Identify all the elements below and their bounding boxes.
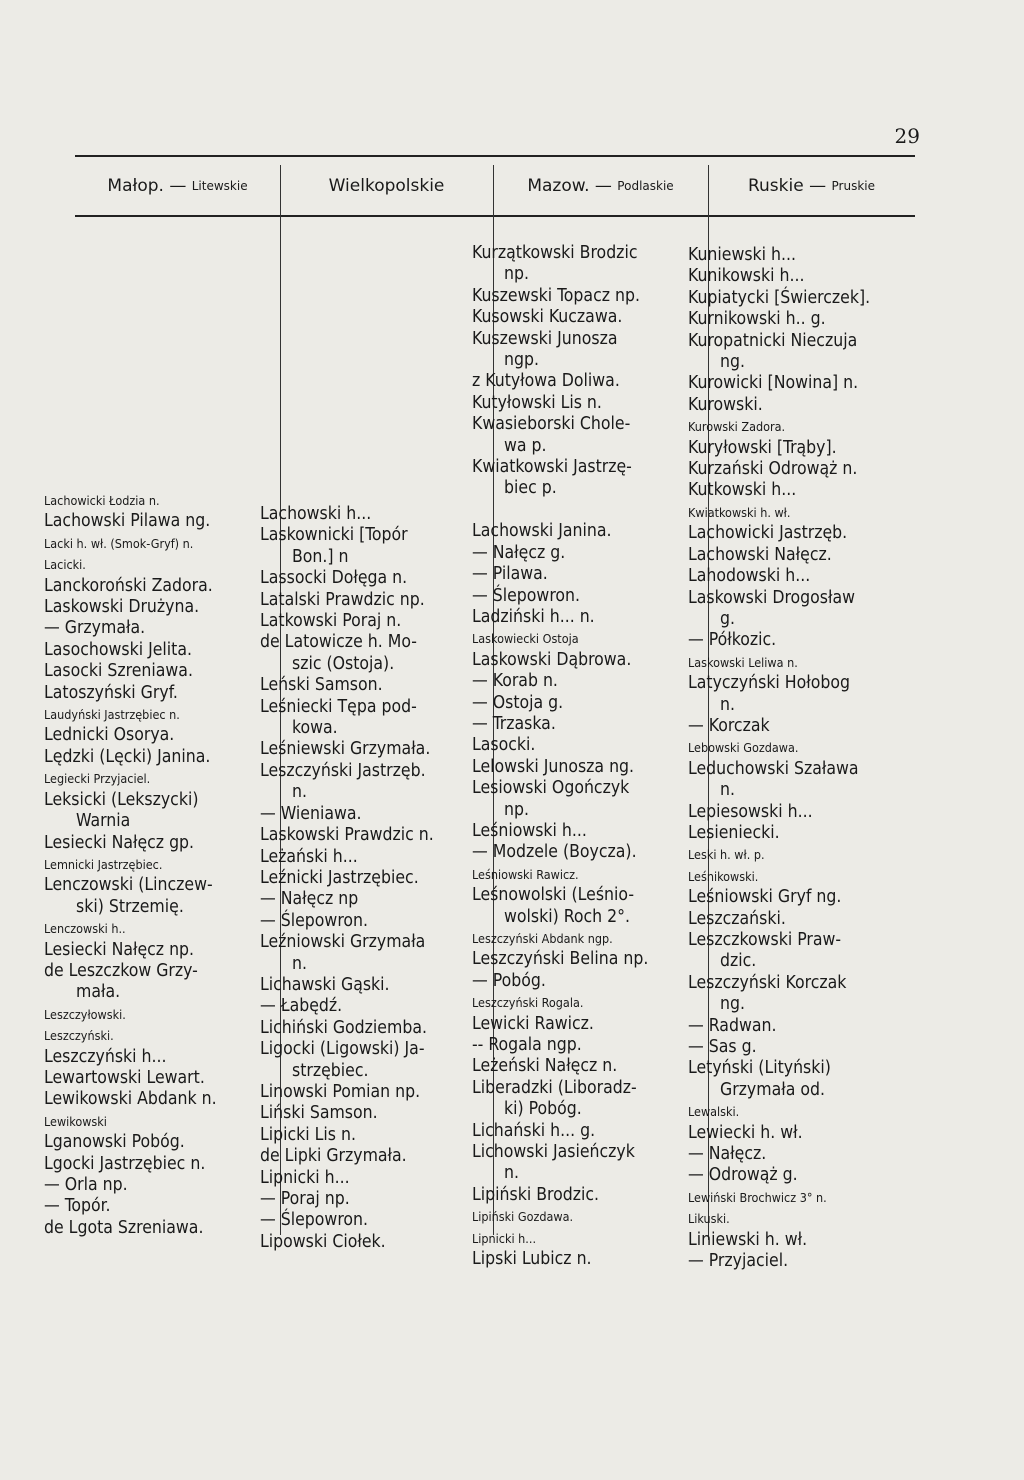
header-main: Mazow. [527, 176, 590, 196]
entry: Lasocki. [472, 735, 536, 756]
entry: Leżański h... [260, 846, 358, 867]
page-number: 29 [894, 124, 920, 148]
header-cell-1 [75, 157, 280, 215]
entry: Lachowski h... [260, 504, 372, 524]
entry: Kuszewski Junosza [472, 328, 618, 349]
entry: — Nałęcz. [688, 1144, 767, 1165]
entry: Lganowski Pobóg. [44, 1132, 185, 1153]
entry: Leszczyński Rogala. [472, 995, 584, 1011]
entry: Lepiesowski h... [688, 801, 813, 822]
entry: Laskowski Drużyna. [44, 597, 200, 618]
entry: Kwiatkowski h. wł. [688, 504, 791, 520]
entry: — Ostoja g. [472, 692, 564, 713]
entry: — Łabędź. [260, 996, 343, 1017]
entry: Lenczowski h.. [44, 921, 126, 937]
entry: Kurowski Zadora. [688, 419, 786, 435]
entry: Kuniewski h... [688, 245, 797, 265]
entry: Kurzański Odrowąż n. [688, 459, 858, 480]
entry: n. [720, 780, 735, 801]
entry: Lichawski Gąski. [260, 974, 390, 995]
header-sub: Pruskie [831, 179, 875, 193]
entry: kowa. [292, 718, 338, 739]
entry: Latyczyński Hołobog [688, 673, 851, 694]
entry: Kuropatnicki Nieczuja [688, 330, 858, 351]
header-cell-4 [708, 157, 915, 215]
entry: Likuski. [688, 1211, 730, 1227]
entry: Kutkowski h... [688, 480, 797, 501]
entry: Leszczański. [688, 908, 786, 929]
entry: Lewalski. [688, 1104, 740, 1120]
entry: Lesieniecki. [688, 822, 780, 843]
entry: Lipiński Brodzic. [472, 1184, 599, 1205]
entry: Lachowski Pilawa ng. [44, 511, 211, 532]
entry: wa p. [504, 435, 547, 456]
entry: n. [504, 1163, 519, 1184]
entry: z Kutyłowa Doliwa. [472, 371, 620, 392]
entry: Leśnikowski. [688, 868, 759, 884]
column-mazowieckie-podlaskie [472, 243, 704, 1271]
entry: — Poraj np. [260, 1189, 350, 1209]
entry: Leśniowski Rawicz. [472, 866, 579, 882]
entry: Lipicki Lis n. [260, 1124, 356, 1145]
entry: Kurowicki [Nowina] n. [688, 373, 859, 394]
entry: Lacicki. [44, 557, 86, 573]
entry: de Latowicze h. Mo- [260, 632, 417, 653]
entry: Lewiecki h. wł. [688, 1122, 803, 1143]
entry: Laskowiecki Ostoja [472, 631, 579, 647]
entry: Leśniecki Tępa pod- [260, 696, 417, 717]
header-sub: Litewskie [191, 179, 248, 193]
header-main: Wielkopolskie [328, 176, 445, 196]
entry: — Pilawa. [472, 564, 548, 585]
entry: — Topór. [44, 1196, 111, 1217]
entry: Lemnicki Jastrzębiec. [44, 856, 163, 872]
entry: Legiecki Przyjaciel. [44, 771, 151, 787]
header-separator: — [803, 176, 832, 196]
entry: n. [720, 694, 735, 715]
entry: Lasochowski Jelita. [44, 639, 192, 660]
entry: — Odrowąż g. [688, 1165, 798, 1186]
entry: Kunikowski h... [688, 266, 805, 287]
entry: Leszczyłowski. [44, 1006, 126, 1022]
entry: Lebowski Gozdawa. [688, 740, 799, 756]
entry: n. [292, 782, 307, 803]
header-sub: Podlaskie [617, 179, 674, 193]
column-ruskie-pruskie [688, 245, 920, 1273]
entry: — Sas g. [688, 1037, 757, 1058]
entry: Lednicki Osorya. [44, 725, 175, 746]
entry: Lahodowski h... [688, 566, 811, 587]
entry: Linowski Pomian np. [260, 1081, 421, 1102]
entry: ngp. [504, 350, 539, 371]
entry: Warnia [76, 811, 131, 832]
column-wielkopolskie [260, 504, 490, 1253]
entry: Lewartowski Lewart. [44, 1067, 205, 1088]
entry: ski) Strzemię. [76, 896, 184, 917]
entry: Lachowicki Jastrzęb. [688, 523, 848, 544]
entry: — Pobóg. [472, 970, 546, 991]
entry: Kurowski. [688, 394, 763, 415]
column-malopolskie-litewskie [44, 490, 276, 1239]
entry: Leźniowski Grzymała [260, 932, 426, 953]
entry: Ladziński h... n. [472, 606, 595, 627]
entry: ng. [720, 994, 745, 1015]
entry: Lenczowski (Linczew- [44, 875, 213, 896]
entry: -- Rogala ngp. [472, 1035, 582, 1056]
entry: Leszczyński Jastrzęb. [260, 760, 426, 781]
entry: Kusowski Kuczawa. [472, 307, 623, 328]
entry: Leszczyński Korczak [688, 972, 847, 993]
entry: — Półkozic. [688, 630, 777, 651]
entry: Kuszewski Topacz np. [472, 285, 640, 306]
entry: Lewiński Brochwicz 3° n. [688, 1189, 827, 1205]
entry: Leszczyński Abdank ngp. [472, 931, 613, 946]
entry: Lichowski Jasieńczyk [472, 1142, 635, 1163]
entry: Letyński (Lityński) [688, 1058, 831, 1079]
entry: Lacki h. wł. (Smok-Gryf) n. [44, 535, 194, 551]
entry: Kwiatkowski Jastrzę- [472, 457, 632, 478]
entry: Bon.] n [292, 546, 349, 567]
entry: Leśniewski Grzymała. [260, 739, 431, 760]
entry: Leźnicki Jastrzębiec. [260, 867, 419, 888]
entry: Lassocki Dołęga n. [260, 568, 408, 589]
entry: Grzymała od. [720, 1079, 825, 1100]
entry: wolski) Roch 2°. [504, 906, 631, 927]
entry: — Ślepowron. [472, 585, 581, 606]
entry: Leszczyński Belina np. [472, 949, 649, 970]
entry: — Grzymała. [44, 618, 146, 639]
entry: Kwasieborski Chole- [472, 414, 631, 435]
entry: — Korab n. [472, 671, 558, 692]
entry: Lanckoroński Zadora. [44, 575, 213, 596]
entry: Leszczyński. [44, 1028, 114, 1044]
entry: Lichiński Godziemba. [260, 1017, 427, 1038]
entry: — Trzaska. [472, 713, 556, 734]
entry: Leksicki (Lekszycki) [44, 789, 199, 810]
entry: — Ślepowron. [260, 1210, 369, 1231]
entry: Leszczyński h... [44, 1046, 167, 1067]
entry: Lesiowski Ogończyk [472, 778, 630, 799]
entry: Laskowski Dąbrowa. [472, 649, 632, 670]
entry: Lachowski Nałęcz. [688, 544, 832, 565]
entry: Lewicki Rawicz. [472, 1013, 594, 1034]
entry: — Ślepowron. [260, 910, 369, 931]
entry: Leszczkowski Praw- [688, 930, 842, 950]
entry: n. [292, 953, 307, 974]
entry: Laskowski Prawdzic n. [260, 825, 434, 846]
entry: Leski h. wł. p. [688, 847, 765, 863]
entry: Leśnowolski (Leśnio- [472, 885, 635, 906]
entry: de Lipki Grzymała. [260, 1146, 407, 1167]
entry: — Orla np. [44, 1175, 128, 1195]
entry: — Przyjaciel. [688, 1251, 789, 1272]
entry: — Nałęcz g. [472, 542, 566, 563]
entry: Leński Samson. [260, 675, 383, 696]
entry: szic (Ostoja). [292, 653, 395, 674]
entry: — Modzele (Boycza). [472, 842, 637, 863]
entry: Lipnicki h... [260, 1167, 350, 1188]
entry: de Leszczkow Grzy- [44, 960, 198, 981]
entry: Lachowski Janina. [472, 521, 612, 542]
entry: Ligocki (Ligowski) Ja- [260, 1039, 425, 1060]
entry: Lipski Lubicz n. [472, 1249, 592, 1270]
header-separator: — [589, 176, 618, 196]
entry: Lichański h... g. [472, 1120, 596, 1141]
entry: — Radwan. [688, 1015, 777, 1036]
entry: Lachowicki Łodzia n. [44, 493, 160, 508]
entry: g. [720, 608, 735, 629]
entry: Liniewski h. wł. [688, 1229, 808, 1250]
entry: Latkowski Poraj n. [260, 611, 402, 632]
entry: Kurzątkowski Brodzic [472, 243, 638, 263]
table-header [75, 155, 915, 217]
entry: Lipowski Ciołek. [260, 1231, 386, 1252]
entry: Lgocki Jastrzębiec n. [44, 1153, 206, 1174]
header-main: Ruskie [747, 176, 804, 196]
entry: Lesiecki Nałęcz gp. [44, 832, 195, 853]
entry: Kurnikowski h.. g. [688, 309, 826, 330]
entry: Kutyłowski Lis n. [472, 392, 602, 413]
header-separator: — [163, 176, 192, 196]
entry: biec p. [504, 478, 557, 499]
entry: Leśniowski h... [472, 820, 587, 841]
entry: Kuryłowski [Trąby]. [688, 437, 837, 458]
entry: np. [504, 264, 529, 285]
entry: Lipnicki h... [472, 1230, 537, 1246]
entry: — Korczak [688, 715, 770, 736]
entry: mała. [76, 982, 121, 1003]
entry: Latoszyński Gryf. [44, 682, 178, 703]
entry: strzębiec. [292, 1060, 369, 1081]
entry: Leduchowski Szaława [688, 758, 859, 779]
entry: Latalski Prawdzic np. [260, 589, 425, 610]
entry [472, 500, 704, 521]
entry: ng. [720, 352, 745, 373]
entry: Lelowski Junosza ng. [472, 756, 635, 777]
entry: Lesiecki Nałęcz np. [44, 939, 195, 960]
entry: Liberadzki (Liboradz- [472, 1077, 637, 1098]
entry: Lasocki Szreniawa. [44, 661, 193, 682]
entry: Leśniowski Gryf ng. [688, 887, 842, 908]
entry: Leżeński Nałęcz n. [472, 1056, 618, 1077]
entry: dzic. [720, 951, 757, 972]
entry: Kupiatycki [Świerczek]. [688, 287, 871, 308]
entry: Laskowski Leliwa n. [688, 654, 798, 670]
entry: ki) Pobóg. [504, 1099, 582, 1120]
entry: Laskowski Drogosław [688, 587, 855, 608]
entry: Liński Samson. [260, 1103, 378, 1124]
entry: Lipiński Gozdawa. [472, 1209, 574, 1225]
entry: Laskownicki [Topór [260, 525, 408, 546]
entry: de Lgota Szreniawa. [44, 1217, 204, 1238]
entry: — Wieniawa. [260, 803, 362, 824]
header-main: Małop. [107, 176, 164, 196]
entry: — Nałęcz np [260, 889, 359, 910]
entry: Laudyński Jastrzębiec n. [44, 707, 180, 723]
header-cell-3 [493, 157, 708, 215]
header-cell-2 [280, 157, 493, 215]
entry: Lewikowski [44, 1113, 107, 1129]
entry: Lędzki (Lęcki) Janina. [44, 746, 211, 767]
entry: np. [504, 799, 529, 820]
entry: Lewikowski Abdank n. [44, 1089, 217, 1110]
